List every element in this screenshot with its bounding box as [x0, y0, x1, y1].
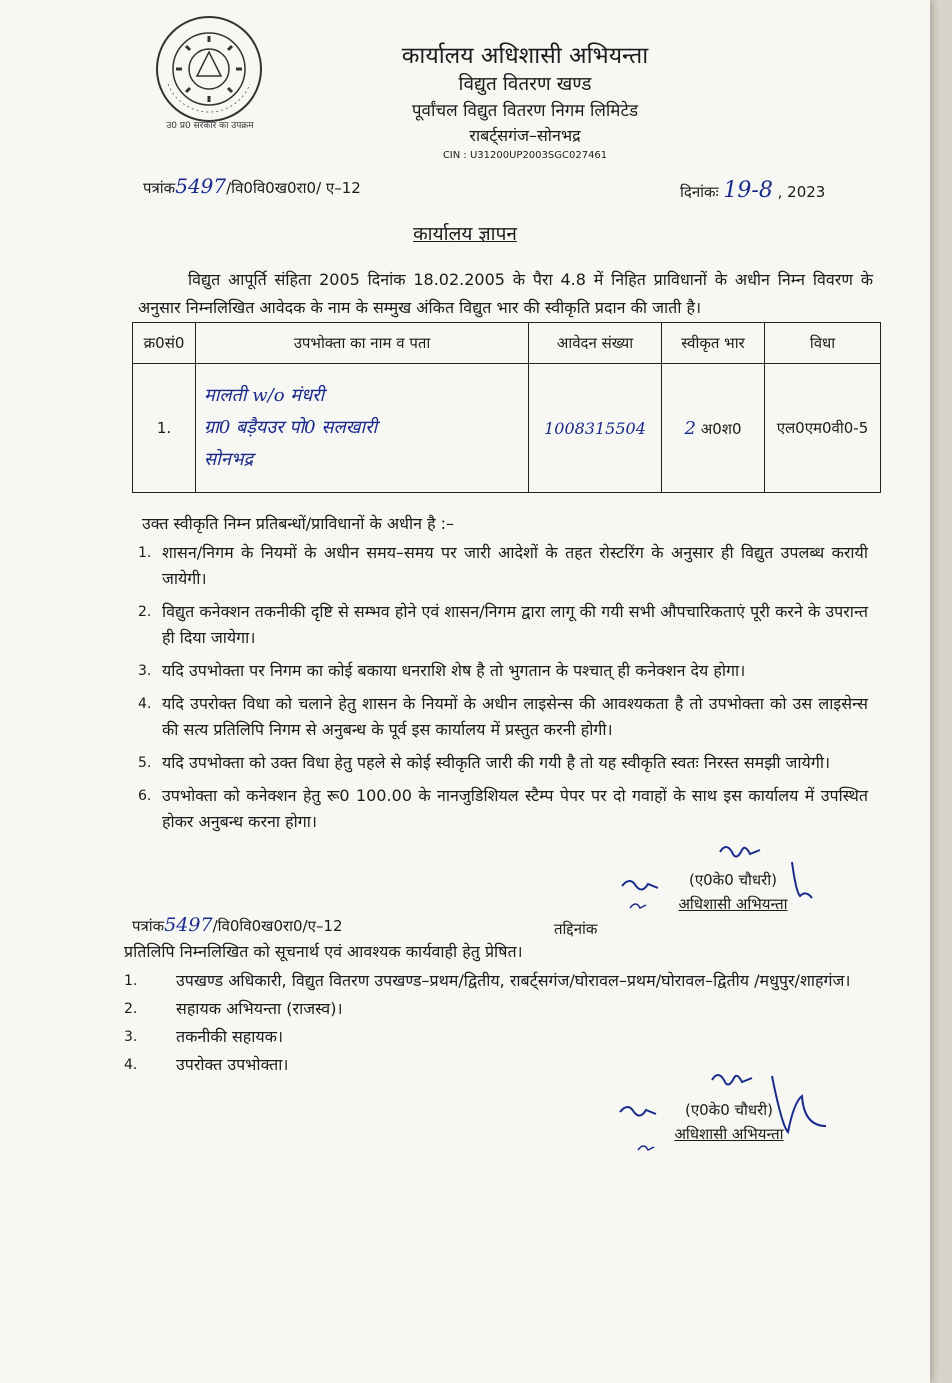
col-header-load: स्वीकृत भार	[662, 323, 765, 364]
signatory-name-2: (ए0के0 चौधरी)	[684, 1101, 774, 1119]
copy-recipients-list	[124, 968, 854, 1080]
list-item: 3. तकनीकी सहायक।	[124, 1027, 284, 1046]
list-item: 4. यदि उपरोक्त विधा को चलाने हेतु शासन के नियमों के अधीन लाइसेन्स की आवश्यकता है तो उपभोक्ता को उस लाइसेन्स की सत्य प्रतिलिपि निगम से अनुबन्ध के पूर्व इस कार्यालय में प्रस्तुत करनी होगी।	[138, 694, 868, 739]
reference-suffix: /वि0वि0ख0रा0/ ए–12	[226, 179, 361, 197]
load-unit: अ0श0	[700, 419, 742, 438]
signatory-designation: अधिशासी अभियन्ता	[678, 895, 788, 913]
list-item: 6. उपभोक्ता को कनेक्शन हेतु रू0 100.00 के नानजुडिशियल स्टैम्प पेपर पर दो गवाहों के साथ इस कार्यालय में उपस्थित होकर अनुबन्ध करना होगा।	[138, 786, 868, 831]
memo-title: कार्यालय ज्ञापन	[413, 223, 517, 245]
signature-block-1	[668, 870, 798, 914]
location: राबर्ट्सगंज–सोनभद्र	[469, 126, 581, 145]
seal-caption: उ0 प्र0 सरकार का उपक्रम	[166, 121, 254, 131]
date-handwritten: 19-8	[723, 178, 773, 203]
conditions-intro: उक्त स्वीकृति निम्न प्रतिबन्धों/प्राविधानों के अधीन है :–	[142, 514, 455, 533]
col-header-sno: क्र0सं0	[133, 323, 196, 364]
conditions-list	[138, 540, 868, 842]
cin-number: CIN : U31200UP2003SGC027461	[442, 150, 608, 161]
list-item: 5. यदि उपभोक्ता को उक्त विधा हेतु पहले से कोई स्वीकृति जारी की गयी है तो यह स्वीकृति स्वतः निरस्त समझी जायेगी।	[138, 753, 831, 772]
load-value: 2	[684, 417, 696, 439]
copy-reference-handwritten-number: 5497	[164, 914, 213, 936]
cell-application-number: 1008315504	[529, 364, 662, 493]
reference-label: पत्रांक	[143, 179, 176, 197]
reference-number	[143, 174, 361, 198]
cell-sanctioned-load	[662, 364, 765, 493]
reference-handwritten-number: 5497	[175, 174, 227, 198]
list-item: 4. उपरोक्त उपभोक्ता।	[124, 1055, 289, 1074]
list-item: 2. विद्युत कनेक्शन तकनीकी दृष्टि से सम्भव होने एवं शासन/निगम द्वारा लागू की गयी सभी औपचारिकताएं पूरी करने के उपरान्त ही दिया जायेगा।	[138, 602, 868, 647]
office-title: कार्यालय अधिशासी अभियन्ता	[401, 43, 649, 69]
table-row	[133, 364, 881, 493]
consumer-name: मालती w/o मंधरी	[204, 385, 325, 406]
copy-reference-suffix: /वि0वि0ख0रा0/ए–12	[212, 917, 343, 935]
cell-category: एल0एम0वी0-5	[765, 364, 881, 493]
reference-date	[680, 178, 825, 203]
company-name: पूर्वांचल विद्युत वितरण निगम लिमिटेड	[411, 101, 639, 121]
date-label: दिनांकः	[680, 183, 719, 201]
list-item: 1. उपखण्ड अधिकारी, विद्युत वितरण उपखण्ड–प्रथम/द्वितीय, राबर्ट्सगंज/घोरावल–प्रथम/घोरावल–द्वितीय /मधुपुर/शाहगंज।	[124, 971, 851, 990]
sanction-table	[132, 322, 881, 493]
consumer-district: सोनभद्र	[204, 449, 254, 470]
consumer-address: ग्रा0 बड़ैयउर पो0 सलखारी	[204, 417, 378, 438]
col-header-consumer: उपभोक्ता का नाम व पता	[196, 323, 529, 364]
copy-intro: प्रतिलिपि निम्नलिखित को सूचनार्थ एवं आवश्यक कार्यवाही हेतु प्रेषित।	[124, 942, 523, 961]
table-header-row	[133, 323, 881, 364]
copy-reference-number	[132, 914, 342, 936]
copy-reference-label: पत्रांक	[132, 917, 165, 935]
intro-paragraph: विद्युत आपूर्ति संहिता 2005 दिनांक 18.02.2005 के पैरा 4.8 में निहित प्राविधानों के अधीन निम्न विवरण के अनुसार निम्नलिखित आवेदक के नाम के सम्मुख अंकित विद्युत भार की स्वीकृति प्रदान की जाती है।	[138, 270, 873, 317]
division-name: विद्युत वितरण खण्ड	[458, 73, 592, 95]
cell-consumer-name-address	[196, 364, 529, 493]
list-item: 2. सहायक अभियन्ता (राजस्व)।	[124, 999, 343, 1018]
date-year: , 2023	[777, 183, 826, 201]
signature-block-2	[664, 1100, 794, 1144]
cell-sno: 1.	[133, 364, 196, 493]
col-header-category: विधा	[765, 323, 881, 364]
signatory-designation-2: अधिशासी अभियन्ता	[674, 1125, 784, 1143]
copy-date: तद्दिनांक	[554, 920, 598, 938]
list-item: 3. यदि उपभोक्ता पर निगम का कोई बकाया धनराशि शेष है तो भुगतान के पश्चात् ही कनेक्शन देय होगा।	[138, 661, 746, 680]
col-header-application: आवेदन संख्या	[529, 323, 662, 364]
signatory-name: (ए0के0 चौधरी)	[688, 871, 778, 889]
list-item: 1. शासन/निगम के नियमों के अधीन समय–समय पर जारी आदेशों के तहत रोस्टरिंग के अनुसार ही विद्युत उपलब्ध करायी जायेगी।	[138, 543, 868, 588]
